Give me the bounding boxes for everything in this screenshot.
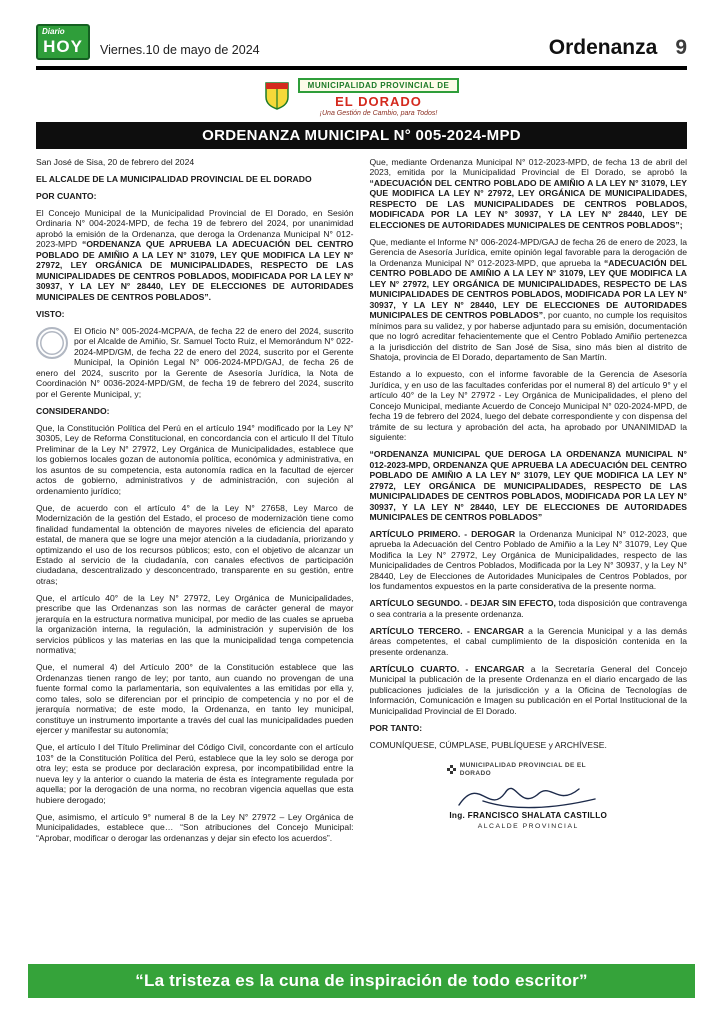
section-title: Ordenanza	[548, 36, 658, 59]
municipality-slogan: ¡Una Gestión de Cambio, para Todos!	[319, 110, 438, 117]
paragraph: ARTÍCULO TERCERO. - ENCARGAR a la Gerencia Municipal y a las demás áreas competentes, el cabal cumplimiento de la disposición contenida en la presente ordenanza.	[369, 625, 687, 657]
diario-hoy-logo	[36, 24, 90, 60]
ordinance-title-banner: ORDENANZA MUNICIPAL N° 005-2024-MPD	[36, 122, 687, 149]
paragraph: Que, el numeral 4) del Artículo 200° de la Constitución establece que las Ordenanzas tienen rango de ley; por tanto, aun cuando no provengan de una fuente formal como la parlamentaria, son equivalentes a las emitidas por ella y, como tales, solo se diferencian por el principio de competencia y no por el de jerarquía normativa; de este modo, la Ordenanza, en tanto ley municipal, constituye un instrumento importante a través del cual las municipalidades pueden ejercer y manifestar su autonomía;	[36, 662, 354, 736]
paragraph: Que, mediante el Informe N° 006-2024-MPD/GAJ de fecha 26 de enero de 2023, la Gerencia de Asesoría Jurídica, emite opinión legal favorable para la derogación de la Ordenanza Municipal N° 012-2023-MPD, que aprueba la “ADECUACIÓN DEL CENTRO POBLADO DE AMIÑIO A LA LEY N° 31079, LEY QUE MODIFICA LA LEY N° 27972, LEY ORGÁNICA DE MUNICIPALIDADES, RESPECTO DE LAS MUNICIPALIDADES DE CENTROS POBLADOS, MODIFICADA POR LA LEY N° 30937, Y LA LEY N° 28440, LEY DE ELECCIONES DE AUTORIDADES MUNICIPALES DE CENTROS POBLADOS”, por cuanto, no cumple los requisitos mínimos para su validez, y por haberse adjuntado para su emisión, documentación que no logró acreditar fehacientemente que el Centro Poblado Amiñio pertenezca a la jurisdicción del distrito de San José de Sisa, sino más bien al distrito de Shatoja, provincia de El Dorado, departamento de San Martín.	[369, 236, 687, 363]
paragraph: POR TANTO:	[369, 722, 423, 733]
paragraph: CONSIDERANDO:	[36, 405, 110, 416]
page-header	[0, 0, 723, 66]
municipality-name-line1: MUNICIPALIDAD PROVINCIAL DE	[298, 78, 460, 93]
page-number: 9	[675, 36, 687, 59]
municipality-name-line2: EL DORADO	[335, 94, 422, 109]
paragraph: Que, la Constitución Política del Perú en el artículo 194° modificado por la Ley N° 30305, Ley de Reforma Constitucional, en concordancia con el articulo II del Título Preliminar de la Ley N° 27972, Ley Orgánica de Municipalidades, establece que los gobiernos locales gozan de autonomía política, económica y administrativa, en los asuntos de su competencia, esta autonomía radica en la facultad de ejercer actos de gobierno, administrativos y de administración, con sujeción al ordenamiento jurídico;	[36, 422, 354, 496]
municipality-titles	[298, 75, 460, 117]
paragraph: ARTÍCULO SEGUNDO. - DEJAR SIN EFECTO, toda disposición que contravenga o sea contraria a la presente ordenanza.	[369, 598, 687, 619]
paragraph: EL ALCALDE DE LA MUNICIPALIDAD PROVINCIAL DE EL DORADO	[36, 173, 312, 184]
paragraph: ARTÍCULO CUARTO. - ENCARGAR a la Secretaría General del Concejo Municipal la publicación de la presente Ordenanza en el diario encargado de las publicaciones judiciales de la jurisdicción y a la Oficina de Tecnologías de Información, Comunicación e Imagen su publicación en el Portal Institucional de la Municipalidad Provincial de El Dorado.	[369, 663, 688, 716]
left-column	[36, 157, 354, 951]
paragraph: COMUNÍQUESE, CÚMPLASE, PUBLÍQUESE y ARCHÍVESE.	[369, 739, 607, 750]
stamp-row	[408, 762, 648, 777]
edition-date: Viernes.10 de mayo de 2024	[100, 43, 260, 57]
paragraph: Que, el artículo 40° de la Ley N° 27972, Ley Orgánica de Municipalidades, prescribe que las Ordenanzas son las normas de carácter general de mayor jerarquía en la estructura normativa municipal, por medio de las cuales se aprueba la organización interna, la regulación, la administración y supervisión de los servicios públicos y las materias en las que la municipalidad tenga competencia normativa;	[36, 592, 354, 656]
right-column	[370, 157, 688, 951]
signature-icon	[453, 773, 603, 815]
mayor-name: Ing. FRANCISCO SHALATA CASTILLO	[449, 811, 608, 821]
official-seal-icon	[36, 327, 68, 359]
right-column-paragraphs	[370, 157, 688, 750]
paragraph: San José de Sisa, 20 de febrero del 2024	[36, 157, 195, 167]
paragraph: Que, de acuerdo con el artículo 4° de la Ley N° 27658, Ley Marco de Modernización de la gestión del Estado, el proceso de modernización tiene como finalidad fundamental la obtención de mayores niveles de eficiencia del aparato estatal, de manera que se logre una mejor atención a la ciudadanía, priorizando y optimizando el uso de los recursos públicos; esto, con el objetivo de alcanzar un Estado al servicio de la ciudadanía, con canales efectivos de participación ciudadana, descentralizado y desconcentrado, transparente en su gestión, entre otras;	[36, 502, 354, 586]
paragraph: POR CUANTO:	[36, 190, 97, 201]
stamp-text: MUNICIPALIDAD PROVINCIAL DE EL DORADO	[459, 762, 586, 777]
paragraph: Estando a lo expuesto, con el informe favorable de la Gerencia de Asesoría Jurídica, y en uso de las facultades conferidas por el numeral 8) del artículo 9° y el artículo 40° de la Ley N° 27972 - Ley Orgánica de Municipalidades, el pleno del Concejo Municipal, mediante Acuerdo de Concejo Municipal N° 020-2024-MPD, de fecha 19 de febrero del 2024, luego del debate correspondiente y con dispensa del trámite de su lectura y aprobación del acta, ha aprobado por UNANIMIDAD la siguiente:	[369, 369, 687, 443]
municipal-masthead	[0, 70, 723, 120]
paragraph: Que, asimismo, el artículo 9° numeral 8 de la Ley N° 27972 – Ley Orgánica de Municipalidades, establece que… “Son atribuciones del Concejo Municipal: “Aprobar, modificar o derogar las ordenanzas y dejar sin efecto los acuerdos”.	[36, 811, 354, 843]
article-body	[0, 157, 723, 951]
paragraph: “ORDENANZA MUNICIPAL QUE DEROGA LA ORDENANZA MUNICIPAL N° 012-2023-MPD, ORDENANZA QUE APRUEBA LA ADECUACIÓN DEL CENTRO POBLADO DE AMIÑIO A LA LEY N° 31079, LEY QUE MODIFICA LA LEY N° 27972, LEY ORGÁNICA DE MUNICIPALIDADES, RESPECTO DE LAS MUNICIPALIDADES DE CENTROS POBLADOS, MODIFICADA POR LA LEY N° 30937, Y LA LEY N° 28440, LEY DE ELECCIONES DE AUTORIDADES MUNICIPALES DE CENTROS POBLADOS”	[369, 449, 687, 522]
footer-quote-band: “La tristeza es la cuna de inspiración de todo escritor”	[28, 964, 695, 998]
paragraph: El Concejo Municipal de la Municipalidad Provincial de El Dorado, en Sesión Ordinaria N° 004-2024-MPD, de fecha 19 de febrero del 2024, por unanimidad aprobó la emisión de la Ordenanza, que deroga la Ordenanza Municipal N° 012-2023-MPD “ORDENANZA QUE APRUEBA LA ADECUACIÓN DEL CENTRO POBLADO DE AMIÑIO A LA LEY N° 31079, LEY QUE MODIFICA LA LEY N° 27972, LEY ORGÁNICA DE MUNICIPALIDADES, RESPECTO DE LAS MUNICIPALIDADES DE CENTROS POBLADOS, MODIFICADA POR LA LEY N° 30937, Y LA LEY N° 28440, LEY DE ELECCIONES DE AUTORIDADES MUNICIPALES DE CENTROS POBLADOS”.	[36, 207, 354, 302]
paragraph: Que, el artículo I del Título Preliminar del Código Civil, concordante con el artículo 103° de la Constitución Política del Perú, establece que la ley solo se deroga por otra ley; esta se produce por declaración expresa, por incompatibilidad entre la nueva ley y la anterior o cuando la materia de ésta es íntegramente regulada por aquella; por la derogación de una norma, no recobran vigencia aquellas que esta hubiere derogado;	[36, 742, 354, 805]
paragraph: VISTO:	[36, 308, 65, 319]
mayor-title: ALCALDE PROVINCIAL	[477, 823, 579, 831]
logo-diario-label: Diario	[42, 27, 65, 36]
paragraph: El Oficio N° 005-2024-MCPA/A, de fecha 22 de enero del 2024, suscrito por el Alcalde de Amiñio, Sr. Samuel Tocto Ruiz, el Memorándum N° 022-2024-MPD/GM, de fecha 22 de enero del 2024, suscrito por el Gerente Municipal, la Opinión Legal N° 006-2024-MPD/GAJ, de fecha 26 de enero del 2024, suscrito por la Gerente de Asesoría Jurídica, la Nota de Coordinación N° 0036-2024-MPD/GM, de fecha 19 de febrero del 2024, suscrito por el Gerente Municipal, y;	[36, 325, 354, 399]
paragraph: ARTÍCULO PRIMERO. - DEROGAR la Ordenanza Municipal N° 012-2023, que aprueba la Adecuación del Centro Poblado de Amiñio a la Ley N° 31079, Ley Que Modifica la Ley N° 27972, Ley Orgánica de Municipalidades, respecto de las Municipalidades de Centros Poblados, Modificada por la Ley N° 30937, y la Ley N° 28440, Ley de Elecciones de Autoridades Municipales de Centros Poblados, por los fundamentos expuestos en la parte considerativa de la presente norma.	[369, 528, 687, 592]
municipality-logo-icon	[447, 765, 456, 774]
signature-block	[408, 762, 648, 831]
municipal-crest-icon	[264, 81, 290, 111]
logo-hoy-label: HOY	[43, 37, 83, 56]
paragraph: Que, mediante Ordenanza Municipal N° 012-2023-MPD, de fecha 13 de abril del 2023, emitida por la Municipalidad Provincial de El Dorado, se aprobó la “ADECUACIÓN DEL CENTRO POBLADO DE AMIÑIO A LA LEY N° 31079, LEY QUE MODIFICA LA LEY N° 27972, LEY ORGÁNICA DE MUNICIPALIDADES, RESPECTO DE LAS MUNICIPALIDADES DE CENTROS POBLADOS, MODIFICADA POR LA LEY N° 30937, Y LA LEY N° 28440, LEY DE ELECCIONES DE AUTORIDADES MUNICIPALES DE CENTROS POBLADOS”;	[369, 157, 687, 230]
